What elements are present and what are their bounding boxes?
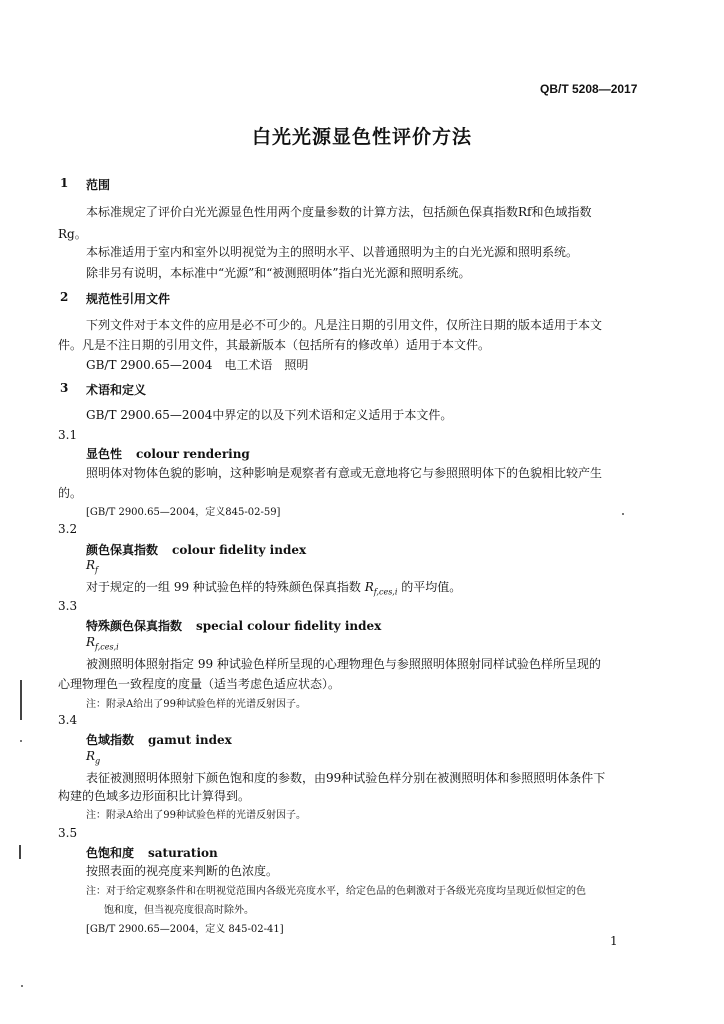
section-1-paragraph-3: 除非另有说明，本标准中“光源”和“被测照明体”指白光光源和照明系统。 [86, 266, 471, 280]
term-3-1-en: colour rendering [136, 447, 250, 461]
term-3-2-name [86, 541, 306, 558]
term-3-1-cn: 显色性 [86, 447, 123, 461]
scan-speck [20, 740, 22, 742]
term-3-3-name [86, 617, 381, 634]
term-3-3-number: 3.3 [58, 599, 78, 613]
section-1-paragraph-1-line-2: Rg。 [58, 227, 87, 241]
term-3-3-definition-line-1: 被测照明体照射指定 99 种试验色样所呈现的心理物理色与参照照明体照射同样试验色样所呈现的 [86, 657, 601, 671]
section-3-heading: 术语和定义 [86, 383, 147, 397]
term-3-4-definition-line-2: 构建的色域多边形面积比计算得到。 [58, 789, 251, 803]
section-1-paragraph-2: 本标准适用于室内和室外以明视觉为主的照明水平、以普通照明为主的白光光源和照明系统。 [86, 245, 579, 259]
term-3-3-note: 注：附录A给出了99种试验色样的光谱反射因子。 [86, 699, 306, 710]
section-2-paragraph-line-2: 件。凡是不注日期的引用文件，其最新版本（包括所有的修改单）适用于本文件。 [58, 338, 491, 352]
term-3-1-definition-line-2: 的。 [58, 486, 83, 500]
term-3-3-en: special colour fidelity index [196, 619, 382, 633]
scan-margin-mark [20, 680, 22, 720]
scan-speck [21, 985, 23, 987]
term-3-4-note: 注：附录A给出了99种试验色样的光谱反射因子。 [86, 810, 306, 821]
term-3-5-cn: 色饱和度 [86, 846, 135, 860]
page-title: 白光光源显色性评价方法 [251, 126, 472, 148]
term-3-3-cn: 特殊颜色保真指数 [86, 619, 183, 633]
term-3-2-definition: 对于规定的一组 99 种试验色样的特殊颜色保真指数 $R_{f,ces,i}$ 的平均值。 [86, 580, 462, 597]
term-3-2-cn: 颜色保真指数 [86, 543, 159, 557]
section-2-number: 2 [60, 290, 69, 304]
term-3-5-note-line-2: 饱和度，但当视亮度很高时除外。 [104, 905, 254, 916]
section-2-heading: 规范性引用文件 [86, 292, 171, 306]
term-3-1-definition-line-1: 照明体对物体色貌的影响，这种影响是观察者有意或无意地将它与参照照明体下的色貌相比较产生 [86, 466, 603, 480]
term-3-5-en: saturation [148, 846, 218, 860]
term-3-5-name [86, 844, 218, 861]
normative-reference: GB/T 2900.65—2004 电工术语 照明 [86, 358, 309, 372]
scan-margin-mark [19, 845, 21, 859]
section-1-heading: 范围 [86, 178, 111, 192]
term-3-5-definition: 按照表面的视亮度来判断的色浓度。 [86, 864, 279, 878]
term-3-3-definition-line-2: 心理物理色一致程度的度量（适当考虑色适应状态）。 [58, 677, 341, 691]
section-3-number: 3 [60, 381, 69, 395]
term-3-2-symbol: $R_f$ [86, 558, 99, 575]
section-1-paragraph-1-line-1: 本标准规定了评价白光光源显色性用两个度量参数的计算方法，包括颜色保真指数Rf和色域指数 [86, 205, 592, 219]
section-3-intro: GB/T 2900.65—2004中界定的以及下列术语和定义适用于本文件。 [86, 408, 453, 422]
term-3-2-number: 3.2 [58, 522, 78, 536]
term-3-4-en: gamut index [148, 733, 232, 747]
term-3-5-note-line-1: 注：对于给定观察条件和在明视觉范围内各级光亮度水平，给定色品的色刺激对于各级光亮度均呈现近似恒定的色 [86, 886, 586, 897]
term-3-4-definition-line-1: 表征被测照明体照射下颜色饱和度的参数，由99种试验色样分别在被测照明体和参照照明体条件下 [86, 771, 606, 785]
term-3-3-symbol: $R_{f,ces,i}$ [86, 635, 119, 652]
term-3-1-source: [GB/T 2900.65—2004，定义845-02-59] [86, 507, 281, 518]
term-3-5-number: 3.5 [58, 826, 78, 840]
term-3-4-number: 3.4 [58, 713, 78, 727]
scan-speck [622, 513, 624, 515]
page-number: 1 [610, 934, 618, 948]
section-1-number: 1 [60, 176, 69, 190]
standard-number: QB/T 5208—2017 [540, 82, 638, 96]
term-3-1-number: 3.1 [58, 428, 78, 442]
term-3-4-name [86, 731, 232, 748]
section-2-paragraph-line-1: 下列文件对于本文件的应用是必不可少的。凡是注日期的引用文件，仅所注日期的版本适用于本文 [86, 318, 603, 332]
term-3-5-source: [GB/T 2900.65—2004，定义 845-02-41] [86, 924, 284, 935]
term-3-1-name [86, 445, 250, 462]
term-3-2-en: colour fidelity index [172, 543, 307, 557]
term-3-4-cn: 色域指数 [86, 733, 135, 747]
term-3-4-symbol: $R_g$ [86, 749, 101, 766]
